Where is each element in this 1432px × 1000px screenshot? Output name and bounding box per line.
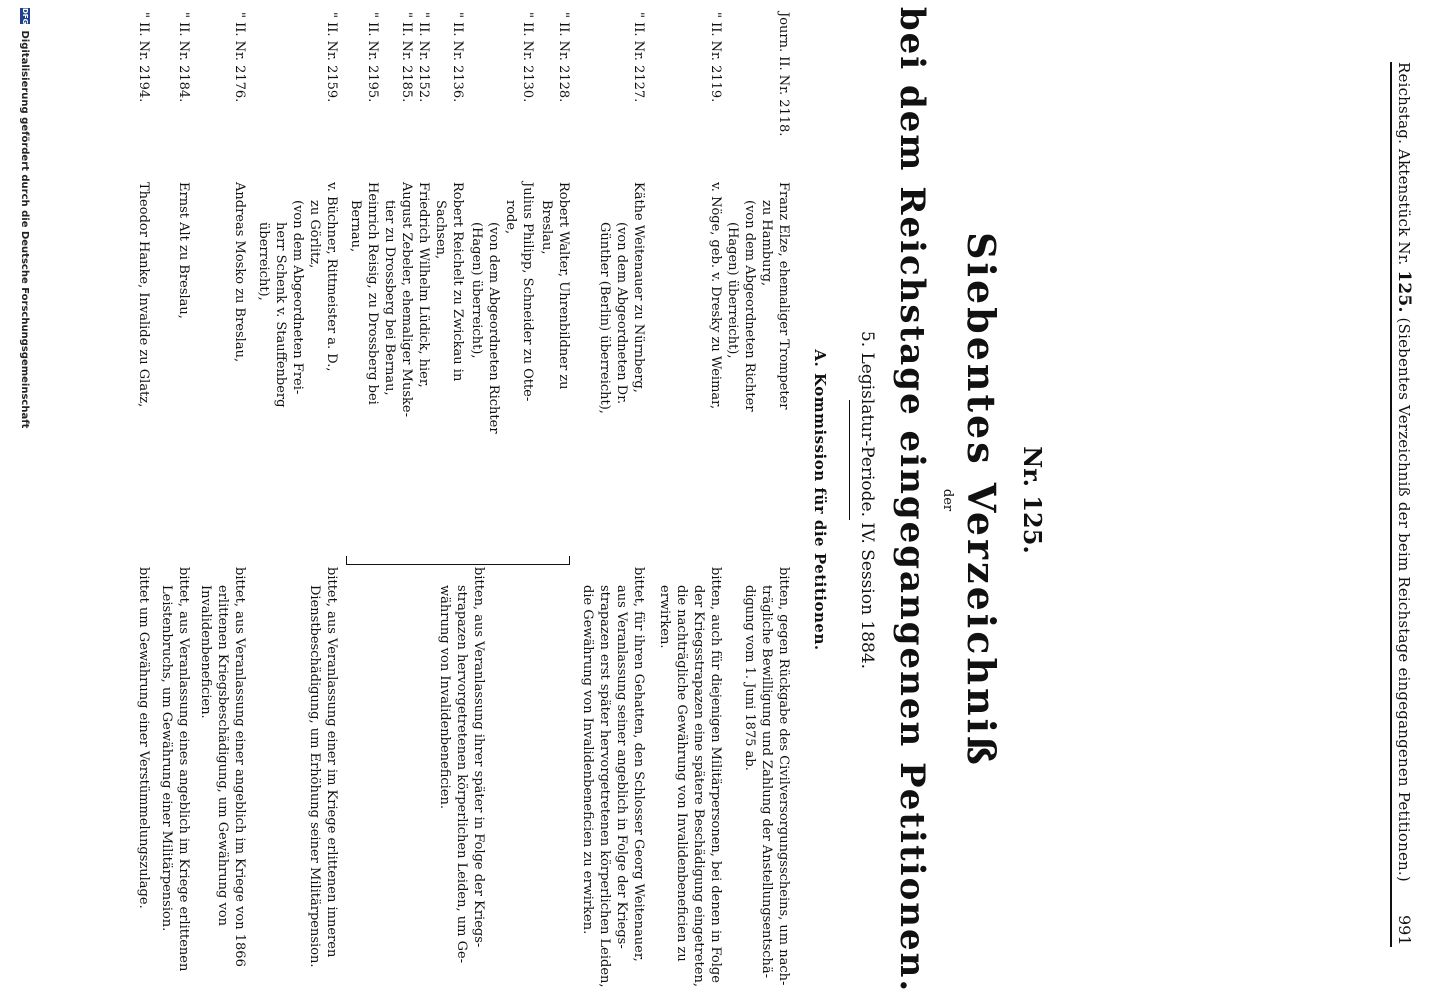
journal-reference: " II. Nr. 2127. [631,12,646,103]
journal-reference: Journ. II. Nr. 2118. [776,12,791,137]
header-number: 125. [1394,270,1414,313]
journal-reference: " II. Nr. 2195. [365,12,380,103]
header-suffix: (Siebentes Verzeichniß der beim Reichstage eingegangenen Petitionen.) [1395,317,1413,882]
petitioner: Robert Walter, Uhrenbildner zu Breslau, [539,182,571,390]
title-divider [849,400,850,520]
digitization-credit [19,8,30,428]
petitioner: Ernst Alt zu Breslau, [176,182,191,319]
section-heading: A. Kommission für die Petitionen. [811,349,829,651]
journal-reference: " II. Nr. 2128. [556,12,571,103]
credit-text: Digitalisierung gefördert durch die Deutsche Forschungsgemeinschaft [19,30,30,429]
journal-reference: " II. Nr. 2119. [708,12,723,103]
title-connector: der [940,488,955,512]
petitioner: Käthe Weitenauer zu Nürnberg, (von dem Abgeordneten Dr. Günther (Berlin) überreicht), [597,182,646,414]
title-line-1: Siebentes Verzeichniß [959,232,1004,768]
petition-request: bittet um Gewährung einer Verstümmelungszulage. [136,567,151,909]
petitioner: Heinrich Reisig, zu Drossberg bei Bernau, [348,182,380,405]
petitioner: v. Büchner, Rittmeister a. D., zu Görlitz, (von dem Abgeordneten Frei- herr Schenk v. Stauffenberg überreicht), [256,182,339,408]
journal-reference: " II. Nr. 2185. [399,12,414,103]
legislative-period: 5. Legislatur-Periode. IV. Session 1884. [857,330,877,670]
petitioner: August Zebeler, ehemaliger Muske- tier zu Drossberg bei Bernau, [382,182,414,417]
document-page: Reichstag. Aktenstück Nr. 125. (Siebentes Verzeichniß der beim Reichstage eingegangenen Petitionen.) 991 Nr. 125. Siebentes Verzeichniß der bei dem Reichstage eingegangenen Petitionen. 5. Legislatur-Periode. IV. Session 1884. A. Kommission für die Petitionen. Journ. II. Nr. 2118. Franz Elze, ehemaliger Trompeter zu Hamburg, (von dem Abgeordneten Richter (Hagen) überreicht), bitten, gegen Rückgabe des Civilversorgungsscheins, um nach- trägliche Bewilligung und Zahlung der Anstellungsentschä- digung vom 1. Juni 1875 ab. " II. Nr. 2119. v. Nöge, geb. v. Dresky zu Weimar, bitten, auch für diejenigen Militärpersonen, bei denen in Folge der Kriegsstrapazen eine spätere Beschädigung eingetreten, die nachträgliche Gewährung von Invalidenbeneficien zu erwirken. " II. Nr. 2127. Käthe Weitenauer zu Nürnberg, (von dem Abgeordneten Dr. Günther (Berlin) überreicht), bittet, für ihren Gehatten, den Schlosser Georg Weitenauer, aus Veranlassung seiner angeblich in Folge der Kriegs- strapazen erst später hervorgetretenen körperlichen Leiden, die Gewährung von Invalidenbeneficien zu erwirken. " II. Nr. 2128. Robert Walter, Uhrenbildner zu Breslau, " II. Nr. 2130. Julius Philipp, Schneider zu Otte- rode, (von dem Abgeordneten Richter (Hagen) überreicht), " II. Nr. 2136. Robert Reichelt zu Zwickau in Sachsen, " II. Nr. 2152. Friedrich Wilhelm Lüdick, hier, " II. Nr. 2185. August Zebeler, ehemaliger Muske- tier zu Drossberg bei Bernau, " II. Nr. 2195. Heinrich Reisig, zu Drossberg bei Bernau, bitten, aus Veranlassung ihrer später in Folge der Kriegs- strapazen hervorgetretenen körperlichen Leiden, um Ge- währung von Invalidenbeneficien. " II. Nr. 2159. v. Büchner, Rittmeister a. D., zu Görlitz, (von dem Abgeordneten Frei- herr Schenk v. Stauffenberg überreicht), bittet, aus Veranlassung einer im Kriege erlittenen inneren Dienstbeschädigung, um Erhöhung seiner Militärpension. " II. Nr. 2176. Andreas Mosko zu Breslau, bittet, aus Veranlassung einer angeblich im Kriege von 1866 erlittenen Kriegsbeschädigung, um Gewährung von Invalidenbeneficien. " II. Nr. 2184. Ernst Alt zu Breslau, bittet, aus Veranlassung eines angeblich im Kriege erlittenen Leistenbruchs, um Gewährung einer Militärpension. " II. Nr. 2194. Theodor Hanke, Invalide zu Glatz, bittet um Gewährung einer Verstümmelungszulage. DFG Digitalisierung gefördert durch die Deutsche Forschungsgemeinschaft [0,0,1432,1000]
document-number: Nr. 125. [1018,446,1047,554]
petitioner: Franz Elze, ehemaliger Trompeter zu Hamburg, (von dem Abgeordneten Richter (Hagen) überreicht), [725,182,791,412]
journal-reference: " II. Nr. 2152. [416,12,431,103]
header-prefix: Reichstag. Aktenstück Nr. [1395,62,1413,266]
petition-request: bittet, aus Veranlassung eines angeblich im Kriege erlittenen Leistenbruchs, um Gewährung einer Militärpension. [159,567,191,972]
petition-request: bitten, gegen Rückgabe des Civilversorgungsscheins, um nach- trägliche Bewilligung und Zahlung der Anstellungsentschä- digung vom 1. Juni 1875 ab. [742,567,791,986]
journal-reference: " II. Nr. 2176. [232,12,247,103]
header-rule [1390,62,1392,947]
journal-reference: " II. Nr. 2159. [324,12,339,103]
petitioner: Andreas Mosko zu Breslau, [232,182,247,363]
journal-reference: " II. Nr. 2184. [176,12,191,103]
petition-request: bitten, auch für diejenigen Militärpersonen, bei denen in Folge der Kriegsstrapazen eine spätere Beschädigung eingetreten, die nachträgliche Gewährung von Invalidenbeneficien zu erwirken. [657,567,723,987]
journal-reference: " II. Nr. 2136. [450,12,465,103]
petition-request: bittet, aus Veranlassung einer angeblich im Kriege von 1866 erlittenen Kriegsbeschädigung, um Gewährung von Invalidenbeneficien. [198,567,247,967]
petition-request: bittet, für ihren Gehatten, den Schlosser Georg Weitenauer, aus Veranlassung seiner angeblich in Folge der Kriegs- strapazen erst später hervorgetretenen körperlichen Leiden, die Gewährung von Invalidenbeneficien zu erwirken. [580,567,646,988]
title-line-2: bei dem Reichstage eingegangenen Petitionen. [892,6,932,994]
petitioner: Julius Philipp, Schneider zu Otte- rode, (von dem Abgeordneten Richter (Hagen) überreicht), [469,182,535,434]
petition-request: bittet, aus Veranlassung einer im Kriege erlittenen inneren Dienstbeschädigung, um Erhöhung seiner Militärpension. [307,567,339,968]
journal-reference: " II. Nr. 2130. [520,12,535,103]
page-number: 991 [1395,915,1414,946]
petitioner: v. Nöge, geb. v. Dresky zu Weimar, [708,182,723,410]
journal-reference: " II. Nr. 2194. [136,12,151,103]
running-header [1394,62,1414,882]
dfg-logo-icon: DFG [21,8,29,25]
petitioner: Friedrich Wilhelm Lüdick, hier, [416,182,431,388]
grouping-brace [346,556,570,565]
petitioner: Theodor Hanke, Invalide zu Glatz, [136,182,151,408]
petitioner: Robert Reichelt zu Zwickau in Sachsen, [433,182,465,382]
